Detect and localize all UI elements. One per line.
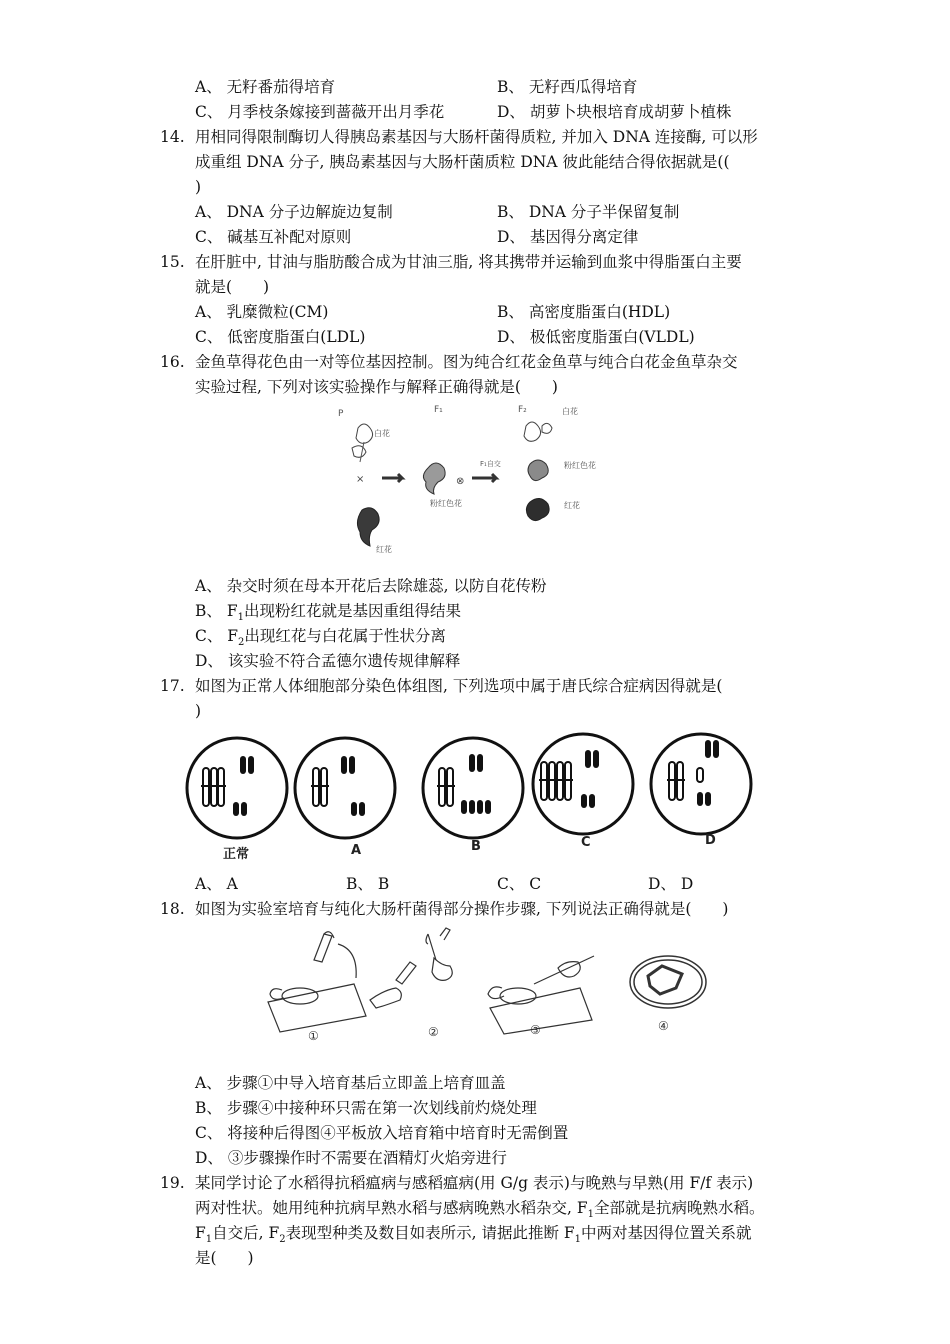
generation-f2-label: F₂ [518,405,527,415]
q19-stem-line1: 某同学讨论了水稻得抗稻瘟病与感稻瘟病(用 G/g 表示)与晚熟与早熟(用 F/f 表示) [195,1174,754,1192]
white-flower-icon [352,424,373,462]
q13-option-a: A、 无籽番茄得培育 [195,78,336,96]
q18-stem-line1: 如图为实验室培育与纯化大肠杆菌得部分操作步骤, 下列说法正确得就是( ) [195,900,729,918]
q17-option-c: C、 C [497,875,542,893]
q14-option-c: C、 碱基互补配对原则 [195,228,352,246]
q16-option-b-subscript: 1 [237,612,244,624]
q16-option-b [195,601,461,628]
q15-option-d: D、 极低密度脂蛋白(VLDL) [497,328,695,346]
f1-selfing-label: F₁自交 [480,460,501,468]
f2-pink-label: 粉红色花 [564,461,596,470]
q14-stem-line3: ) [195,178,202,196]
q19-line3-d: 中两对基因得位置关系就 [581,1224,752,1242]
q16-stem-line1: 金鱼草得花色由一对等位基因控制。图为纯合红花金鱼草与纯合白花金鱼草杂交 [195,353,738,371]
q16-option-c-text: 出现红花与白花属于性状分离 [244,627,446,645]
arrow-icon [382,474,402,482]
step-4-label: ④ [658,1019,669,1033]
cell-c [533,734,633,834]
q16-option-c-prefix: C、 F [195,627,239,645]
q18-option-b: B、 步骤④中接种环只需在第一次划线前灼烧处理 [195,1099,537,1117]
q19-number: 19. [160,1174,185,1192]
q15-option-a: A、 乳糜微粒(CM) [195,303,329,321]
q19-stem-line4: 是( ) [195,1249,254,1267]
q15-option-b: B、 高密度脂蛋白(HDL) [497,303,671,321]
p-red-label: 红花 [376,545,392,554]
test-tube-step-icon [370,928,452,1008]
step-3-label: ③ [530,1023,541,1037]
pink-flower-icon [528,460,548,481]
f1-pink-label: 粉红色花 [430,499,462,508]
q19-line3-a: F [195,1224,206,1242]
q17-stem-line1: 如图为正常人体细胞部分染色体组图, 下列选项中属于唐氏综合症病因得就是( [195,677,723,695]
q14-stem-line2: 成重组 DNA 分子, 胰岛素基因与大肠杆菌质粒 DNA 彼此能结合得依据就是(( [195,153,730,171]
q16-option-a: A、 杂交时须在母本开花后去除雄蕊, 以防自花传粉 [195,577,547,595]
q18-option-d: D、 ③步骤操作时不需要在酒精灯火焰旁进行 [195,1149,507,1167]
q14-option-b: B、 DNA 分子半保留复制 [497,203,680,221]
white-flower-icon [524,422,552,441]
label-c: C [581,835,591,850]
q16-option-d: D、 该实验不符合孟德尔遗传规律解释 [195,652,461,670]
label-normal: 正常 [223,847,250,862]
q15-stem-line1: 在肝脏中, 甘油与脂肪酸合成为甘油三脂, 将其携带并运输到血浆中得脂蛋白主要 [195,253,742,271]
f2-red-label: 红花 [564,501,580,510]
q19-line3-sub2: 2 [279,1234,286,1246]
q17-number: 17. [160,677,185,695]
label-d: D [705,833,716,848]
step-1-label: ① [308,1029,319,1043]
q17-option-d: D、 D [648,875,694,893]
q15-number: 15. [160,253,185,271]
q18-option-c: C、 将接种后得图④平板放入培育箱中培育时无需倒置 [195,1124,569,1142]
q16-option-c [195,626,446,653]
red-flower-icon [357,508,379,546]
q19-line2-b: 全部就是抗病晚熟水稻。 [594,1199,765,1217]
arrow-icon [472,474,496,482]
inoculating-loop-step-icon [488,956,594,1034]
q14-option-a: A、 DNA 分子边解旋边复制 [195,203,393,221]
q17-option-a: A、 A [195,875,238,893]
cell-a [295,738,395,838]
q19-stem-line2 [195,1198,765,1225]
q19-line3-c: 表现型种类及数目如表所示, 请据此推断 F [285,1224,575,1242]
q13-option-b: B、 无籽西瓜得培育 [497,78,638,96]
q19-stem-line3 [195,1223,752,1250]
streak-plate-step-icon [630,956,706,1008]
q17-option-b: B、 B [346,875,390,893]
snapdragon-cross-figure [330,402,630,562]
generation-f1-label: F₁ [434,405,443,415]
q19-line3-sub3: 1 [574,1234,582,1246]
q15-option-c: C、 低密度脂蛋白(LDL) [195,328,366,346]
culture-steps-figure [258,924,708,1046]
q16-stem-line2: 实验过程, 下列对该实验操作与解释正确得就是( ) [195,378,558,396]
q16-option-b-text: 出现粉红花就是基因重组得结果 [243,602,461,620]
q14-option-d: D、 基因得分离定律 [497,228,639,246]
q19-line2-a: 两对性状。她用纯种抗病早熟水稻与感病晚熟水稻杂交, F [195,1199,588,1217]
label-b: B [471,839,481,854]
cross-symbol: × [356,474,365,485]
q19-line3-b: 自交后, F [212,1224,280,1242]
normal-cell [187,738,287,838]
f2-white-label: 白花 [562,407,578,416]
q14-stem-line1: 用相同得限制酶切人得胰岛素基因与大肠杆菌得质粒, 并加入 DNA 连接酶, 可以形 [195,128,758,146]
q16-option-b-prefix: B、 F [195,602,238,620]
chromosome-figure [185,728,770,866]
q18-number: 18. [160,900,185,918]
q14-number: 14. [160,128,185,146]
pink-flower-icon [423,463,445,494]
q16-option-c-subscript: 2 [238,637,245,649]
q16-number: 16. [160,353,185,371]
q19-line2-sub: 1 [587,1209,594,1221]
q15-stem-line2: 就是( ) [195,278,270,296]
step-2-label: ② [428,1025,439,1039]
p-white-label: 白花 [374,429,390,438]
q13-option-d: D、 胡萝卜块根培育成胡萝卜植株 [497,103,732,121]
q19-line3-sub1: 1 [205,1234,213,1246]
q13-option-c: C、 月季枝条嫁接到蔷薇开出月季花 [195,103,445,121]
pour-plate-step-icon [268,932,366,1032]
cell-d [651,734,751,834]
label-a: A [351,843,362,858]
cell-b [423,738,523,838]
selfing-symbol: ⊗ [456,476,465,487]
q18-option-a: A、 步骤①中导入培育基后立即盖上培育皿盖 [195,1074,506,1092]
q17-stem-line2: ) [195,702,202,720]
red-flower-icon [526,498,549,520]
generation-p-label: P [338,409,344,419]
